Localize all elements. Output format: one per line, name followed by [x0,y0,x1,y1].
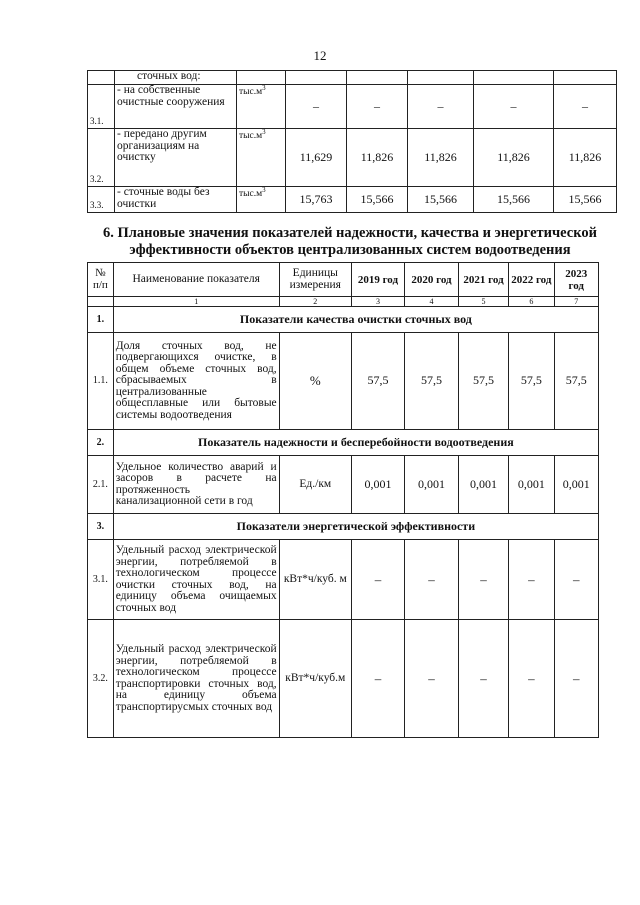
row-number: 3.2. [88,129,115,187]
column-index: 1 [113,297,279,307]
row-number: 3.1. [88,85,115,129]
header-num: № п/п [88,263,114,297]
table-row [88,129,617,187]
row-unit: кВт*ч/куб.м [279,620,351,738]
value-cell: 57,5 [351,333,404,430]
table-row [88,620,599,738]
wastewater-volume-table [87,70,617,213]
value-cell: 11,826 [347,129,408,187]
value-cell: 11,826 [474,129,554,187]
value-cell: 0,001 [458,456,508,514]
value-cell: – [347,85,408,129]
value-cell: – [404,620,458,738]
value-cell: 57,5 [554,333,598,430]
value-cell: – [404,540,458,620]
table-header-row [88,263,599,297]
value-cell: 0,001 [351,456,404,514]
header-year: 2022 год [509,263,554,297]
table-row [88,71,617,85]
continued-label: сточных вод: [115,71,237,85]
table-row [88,333,599,430]
header-year: 2023 год [554,263,598,297]
header-unit: Единицы измерения [279,263,351,297]
row-unit: % [279,333,351,430]
row-name: Удельное количество аварий и засоров в расчете на протяженность канализационной сети в год [113,456,279,514]
column-index: 7 [554,297,598,307]
value-cell: – [554,85,617,129]
value-cell: – [351,620,404,738]
row-unit: кВт*ч/куб. м [279,540,351,620]
value-cell: 0,001 [554,456,598,514]
value-cell: 15,566 [474,187,554,213]
table-row [88,187,617,213]
value-cell: 0,001 [404,456,458,514]
value-cell: 11,629 [286,129,347,187]
value-cell: – [458,540,508,620]
row-number: 3.1. [88,540,114,620]
header-year: 2021 год [458,263,508,297]
value-cell: 57,5 [458,333,508,430]
value-cell: 57,5 [404,333,458,430]
section-title: 6. Плановые значения показателей надежности, качества и энергетической эффективности объектов централизованных систем водоотведения [103,225,597,258]
indicators-table [87,262,599,738]
value-cell: – [458,620,508,738]
section-title: Показатель надежности и бесперебойности водоотведения [113,430,598,456]
column-index-row [88,297,599,307]
section-header-row [88,430,599,456]
section-title: Показатели качества очистки сточных вод [113,307,598,333]
value-cell: 57,5 [509,333,554,430]
column-index: 3 [351,297,404,307]
value-cell: – [408,85,474,129]
section-header-row [88,514,599,540]
row-name: Доля сточных вод, не подвергающихся очистке, в общем объеме сточных вод, сбрасываемых в централизованные общесплавные или бытовые системы водоотведения [113,333,279,430]
value-cell: 15,566 [554,187,617,213]
row-unit: $тыс.м^3$ [237,187,286,213]
value-cell: – [554,540,598,620]
row-name: Удельный расход электрической энергии, потребляемой в технологическом процессе транспортировки сточных вод, на единицу объема транспортирусмых сточных вод [113,620,279,738]
value-cell: 11,826 [408,129,474,187]
section-number: 1. [88,307,114,333]
row-unit: $тыс.м^3$ [237,129,286,187]
value-cell: – [509,540,554,620]
header-year: 2020 год [404,263,458,297]
row-name: - сточные воды без очистки [115,187,237,213]
row-number: 3.3. [88,187,115,213]
value-cell: – [351,540,404,620]
value-cell: 15,566 [347,187,408,213]
value-cell: – [509,620,554,738]
value-cell: 15,763 [286,187,347,213]
row-name: - передано другим организациям на очистку [115,129,237,187]
section-number: 2. [88,430,114,456]
section-header-row [88,307,599,333]
row-number: 1.1. [88,333,114,430]
value-cell: – [474,85,554,129]
column-index: 4 [404,297,458,307]
section-number: 3. [88,514,114,540]
column-index [88,297,114,307]
row-name: - на собственные очистные сооружения [115,85,237,129]
table-row [88,456,599,514]
row-number: 3.2. [88,620,114,738]
row-unit: Ед./км [279,456,351,514]
header-name: Наименование показателя [113,263,279,297]
page-number: 12 [313,48,327,63]
value-cell: 15,566 [408,187,474,213]
value-cell: – [286,85,347,129]
table-row [88,540,599,620]
header-year: 2019 год [351,263,404,297]
column-index: 2 [279,297,351,307]
value-cell: 11,826 [554,129,617,187]
row-number: 2.1. [88,456,114,514]
value-cell: 0,001 [509,456,554,514]
column-index: 5 [458,297,508,307]
column-index: 6 [509,297,554,307]
section-title: Показатели энергетической эффективности [113,514,598,540]
row-unit: $тыс.м^3$ [237,85,286,129]
table-row [88,85,617,129]
value-cell: – [554,620,598,738]
row-name: Удельный расход электрической энергии, потребляемой в технологическом процессе очистки сточных вод, на единицу объема очищаемых сточных вод [113,540,279,620]
